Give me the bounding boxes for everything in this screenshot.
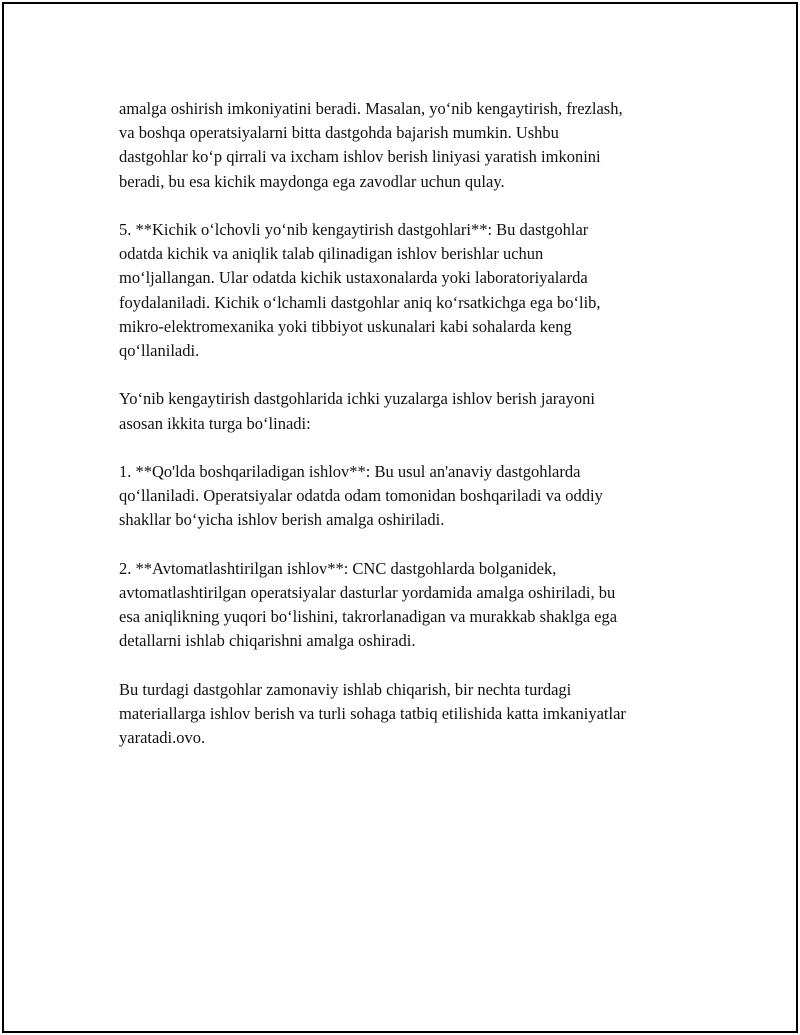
paragraph-intro-continuation — [119, 97, 699, 194]
paragraph-conclusion — [119, 678, 699, 751]
text-line: Yo‘nib kengaytirish dastgohlarida ichki yuzalarga ishlov berish jarayoni — [119, 389, 595, 409]
text-line: amalga oshirish imkoniyatini beradi. Masalan, yo‘nib kengaytirish, frezlash, — [119, 99, 623, 118]
text-line: foydalaniladi. Kichik o‘lchamli dastgohlar aniq ko‘rsatkichga ega bo‘lib, — [119, 292, 601, 312]
text-line: qo‘llaniladi. — [119, 341, 200, 361]
text-line: detallarni ishlab chiqarishni amalga oshiradi. — [119, 631, 416, 651]
text-line: avtomatlashtirilgan operatsiyalar dasturlar yordamida amalga oshiriladi, bu — [119, 583, 616, 602]
text-line: 2. **Avtomatlashtirilgan ishlov**: CNC dastgohlarda bolganidek, — [119, 558, 557, 578]
text-line: Bu turdagi dastgohlar zamonaviy ishlab chiqarish, bir nechta turdagi — [119, 679, 572, 699]
text-line: mo‘ljallangan. Ular odatda kichik ustaxonalarda yoki laboratoriyalarda — [119, 268, 588, 288]
paragraph-automated-processing — [119, 557, 699, 654]
text-line: odatda kichik va aniqlik talab qilinadigan ishlov berishlar uchun — [119, 244, 544, 264]
text-line: materiallarga ishlov berish va turli sohaga tatbiq etilishida katta imkaniyatlar — [119, 704, 626, 723]
text-line: shakllar bo‘yicha ishlov berish amalga oshiriladi. — [119, 510, 445, 530]
paragraph-process-types — [119, 387, 699, 435]
text-line: va boshqa operatsiyalarni bitta dastgohda bajarish mumkin. Ushbu — [119, 123, 559, 143]
text-line: 5. **Kichik o‘lchovli yo‘nib kengaytirish dastgohlari**: Bu dastgohlar — [119, 220, 589, 239]
text-line: dastgohlar ko‘p qirrali va ixcham ishlov berish liniyasi yaratish imkonini — [119, 147, 601, 167]
document-page — [2, 2, 798, 1033]
text-line: qo‘llaniladi. Operatsiyalar odatda odam tomonidan boshqariladi va oddiy — [119, 486, 603, 506]
text-line: esa aniqlikning yuqori bo‘lishini, takrorlanadigan va murakkab shaklga ega — [119, 607, 618, 627]
text-line: yaratadi.ovo. — [119, 728, 206, 748]
text-line: mikro-elektromexanika yoki tibbiyot uskunalari kabi sohalarda keng — [119, 316, 572, 336]
text-line: 1. **Qo'lda boshqariladigan ishlov**: Bu usul an'anaviy dastgohlarda — [119, 462, 581, 481]
text-line: asosan ikkita turga bo‘linadi: — [119, 413, 311, 433]
text-line: beradi, bu esa kichik maydonga ega zavodlar uchun qulay. — [119, 171, 505, 191]
paragraph-small-machines — [119, 218, 699, 363]
document-body — [119, 97, 699, 775]
paragraph-manual-processing — [119, 460, 699, 533]
